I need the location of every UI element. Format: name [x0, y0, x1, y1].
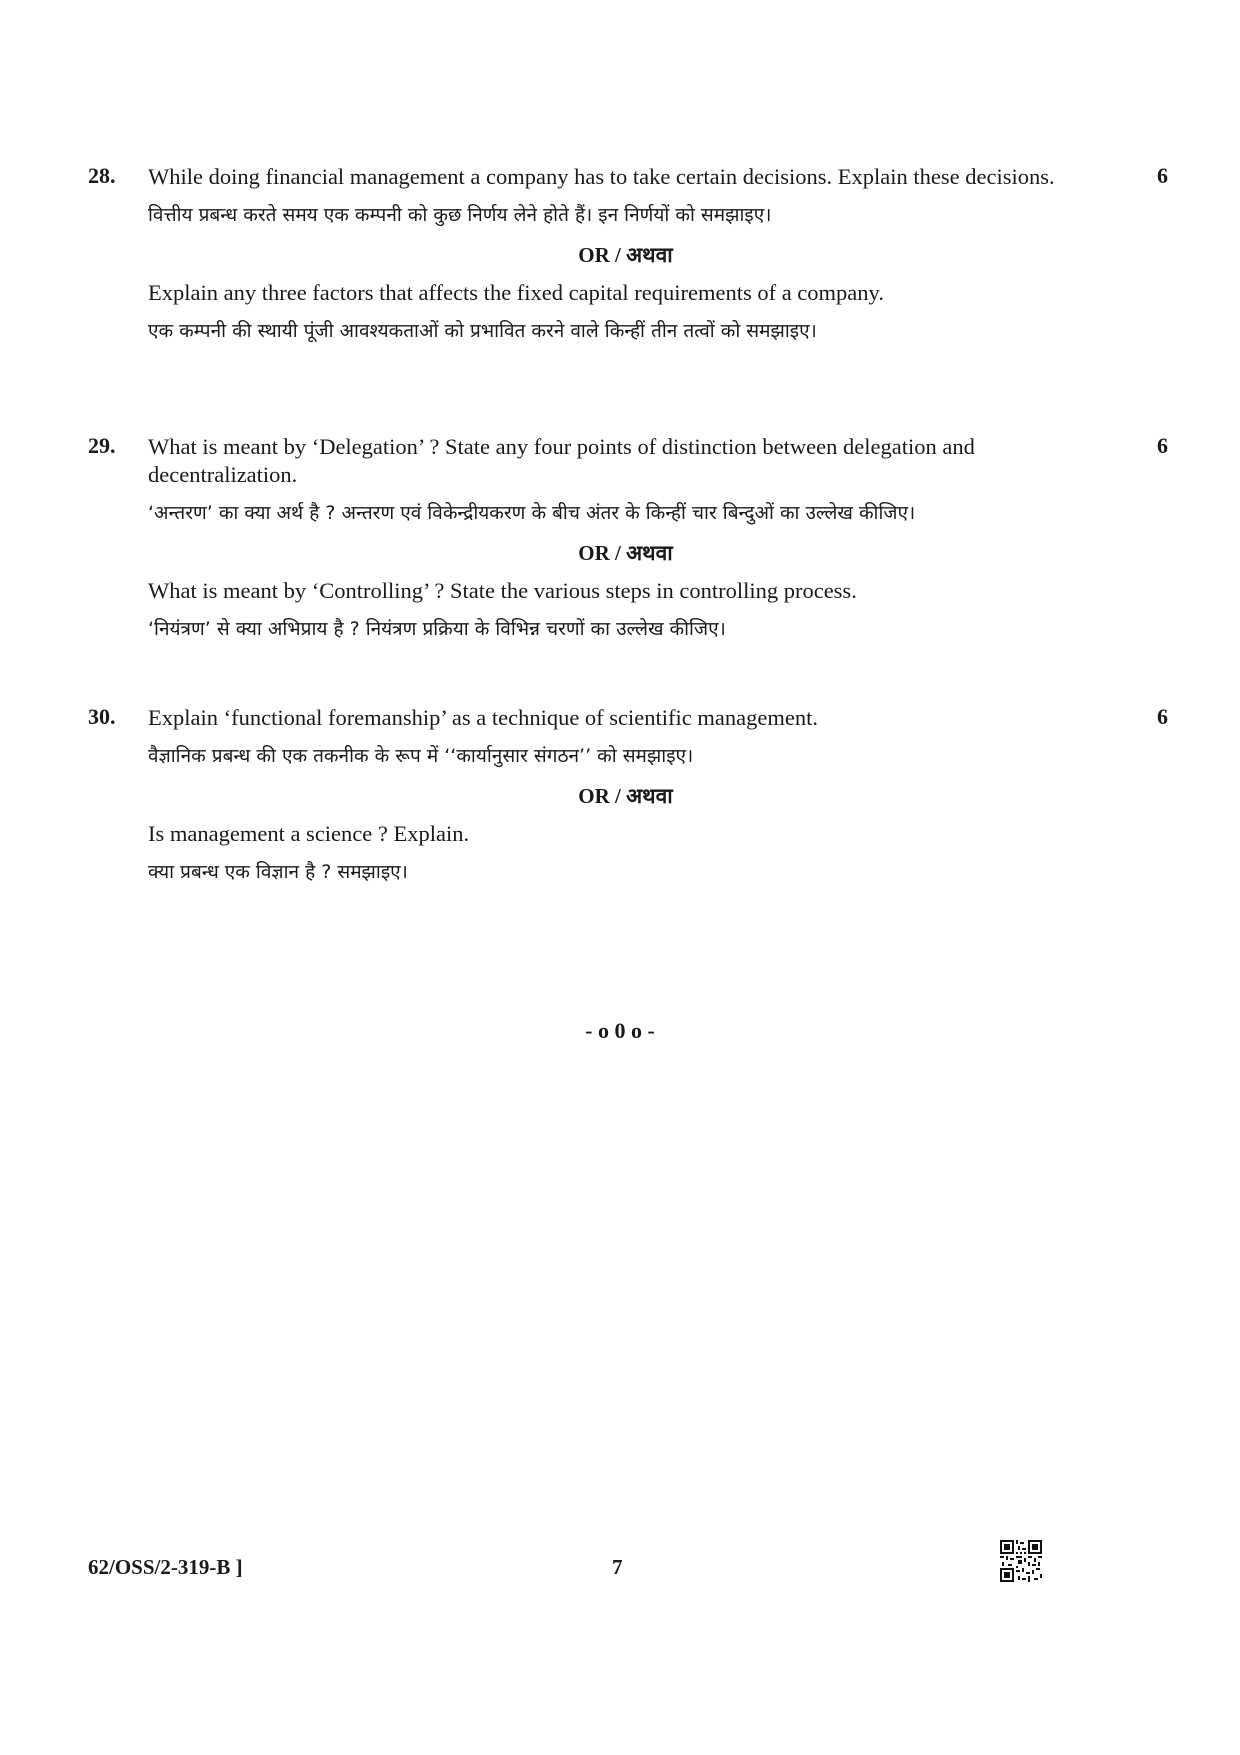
- question-marks: 6: [1157, 704, 1168, 729]
- question-body: [148, 163, 1103, 345]
- question-29: [88, 433, 1168, 663]
- question-text-hi: वैज्ञानिक प्रबन्ध की एक तकनीक के रूप में ‘‘कार्यानुसार संगठन’’ को समझाइए।: [148, 745, 694, 767]
- question-30: [88, 704, 1168, 904]
- question-body: [148, 433, 1103, 643]
- or-separator: OR / अथवा: [578, 243, 673, 267]
- alternative-text-hi: क्या प्रबन्ध एक विज्ञान है ? समझाइए।: [148, 861, 408, 883]
- qr-code-icon: [1000, 1540, 1042, 1582]
- or-separator: OR / अथवा: [578, 784, 673, 808]
- alternative-text-en: Explain any three factors that affects the fixed capital requirements of a company.: [148, 280, 884, 305]
- alternative-text-en: What is meant by ‘Controlling’ ? State the various steps in controlling process.: [148, 578, 857, 603]
- page-number: 7: [612, 1555, 623, 1579]
- question-text-en: What is meant by ‘Delegation’ ? State any four points of distinction between delegation and decentralization.: [148, 434, 975, 487]
- question-marks: 6: [1157, 163, 1168, 188]
- question-text-hi: ‘अन्तरण’ का क्या अर्थ है ? अन्तरण एवं विकेन्द्रीयकरण के बीच अंतर के किन्हीं चार बिन्दुओं का उल्लेख कीजिए।: [148, 502, 916, 524]
- question-number: 29.: [88, 433, 116, 458]
- question-number: 30.: [88, 704, 116, 729]
- question-28: [88, 163, 1168, 393]
- alternative-text-hi: ‘नियंत्रण’ से क्या अभिप्राय है ? नियंत्रण प्रक्रिया के विभिन्न चरणों का उल्लेख कीजिए।: [148, 618, 726, 640]
- question-text-hi: वित्तीय प्रबन्ध करते समय एक कम्पनी को कुछ निर्णय लेने होते हैं। इन निर्णयों को समझाइए।: [148, 204, 772, 226]
- question-body: [148, 704, 1103, 886]
- alternative-text-hi: एक कम्पनी की स्थायी पूंजी आवश्यकताओं को प्रभावित करने वाले किन्हीं तीन तत्वों को समझाइए।: [148, 320, 817, 342]
- question-marks: 6: [1157, 433, 1168, 458]
- question-text-en: While doing financial management a company has to take certain decisions. Explain these decisions.: [148, 164, 1055, 189]
- question-text-en: Explain ‘functional foremanship’ as a technique of scientific management.: [148, 705, 818, 730]
- end-of-paper-mark: - o 0 o -: [585, 1018, 655, 1043]
- paper-code: 62/OSS/2-319-B ]: [88, 1555, 243, 1579]
- alternative-text-en: Is management a science ? Explain.: [148, 821, 470, 846]
- question-number: 28.: [88, 163, 116, 188]
- or-separator: OR / अथवा: [578, 541, 673, 565]
